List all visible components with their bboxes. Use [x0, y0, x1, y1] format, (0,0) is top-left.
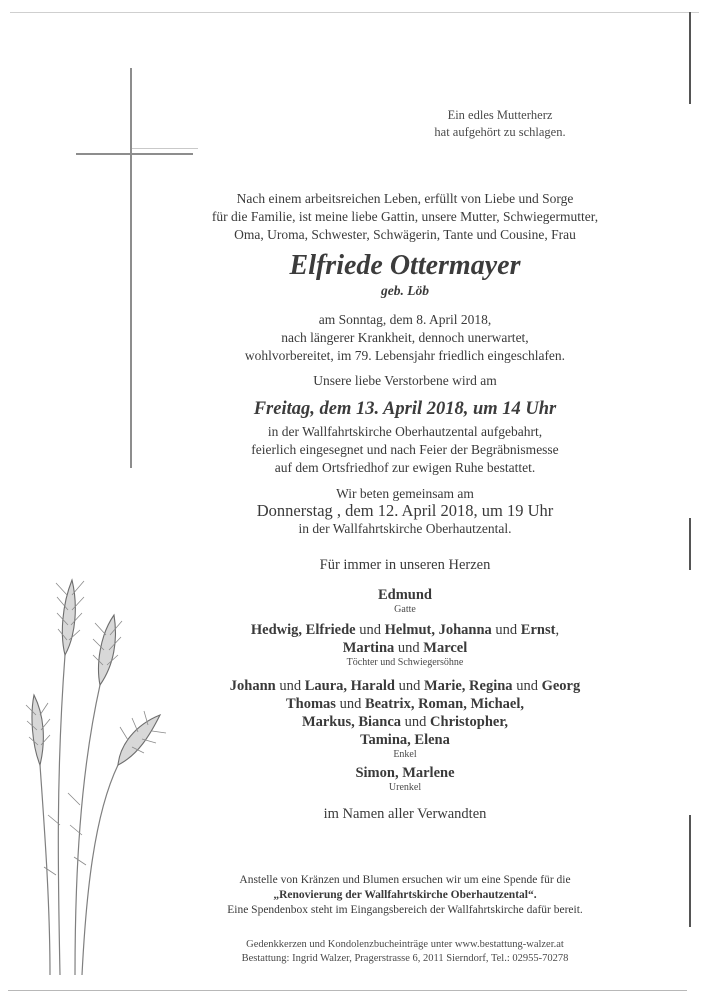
death-line: am Sonntag, dem 8. April 2018, [318, 312, 492, 327]
spouse-role: Gatte [394, 604, 416, 615]
footer-line: Gedenkkerzen und Kondolenzbucheinträge unter www.bestattung-walzer.at [246, 939, 564, 950]
heart-text: Für immer in unseren Herzen [319, 557, 491, 573]
margin-mark-bottom [689, 815, 691, 927]
burial-line: auf dem Ortsfriedhof zur ewigen Ruhe bestattet. [274, 460, 536, 475]
mourner-group-children [150, 621, 660, 669]
connector: und [404, 714, 427, 730]
prayer-date: Donnerstag , dem 12. April 2018, um 19 Uhr [256, 501, 554, 520]
mourner-group-grandchildren [150, 677, 660, 761]
mourner-group-spouse [150, 586, 660, 616]
burial-intro: Unsere liebe Verstorbene wird am [313, 373, 497, 388]
grandchild-name: Markus, Bianca [301, 714, 402, 730]
grandchild-name: Marie, Regina [423, 678, 513, 694]
intro-line: für die Familie, ist meine liebe Gattin, unsere Mutter, Schwiegermutter, [211, 209, 599, 224]
great-grandchildren-names: Simon, Marlene [355, 765, 455, 781]
burial-line: in der Wallfahrtskirche Oberhautzental aufgebahrt, [267, 424, 543, 439]
great-grandchildren-role: Urenkel [388, 782, 422, 793]
children-name: Hedwig, Elfriede [250, 622, 356, 638]
grandchild-name: Laura, Harald [304, 678, 395, 694]
deceased-name: Elfriede Ottermayer [289, 250, 521, 281]
grandchild-name: Beatrix, Roman, Michael, [364, 696, 525, 712]
grandchild-name: Thomas [285, 696, 336, 712]
intro-text [150, 190, 660, 244]
connector: und [398, 678, 421, 694]
maiden-name: geb. Löb [381, 283, 429, 298]
prayer-place: in der Wallfahrtskirche Oberhautzental. [298, 521, 512, 536]
donation-note [150, 873, 660, 918]
funeral-home-footer [150, 938, 660, 966]
burial-date: Freitag, dem 13. April 2018, um 14 Uhr [253, 399, 557, 419]
grandchild-name: Johann [229, 678, 276, 694]
spouse-name: Edmund [377, 587, 432, 603]
grandchild-name: Georg [541, 678, 581, 694]
connector: und [279, 678, 302, 694]
connector: und [359, 622, 381, 638]
donation-line: Eine Spendenbox steht im Eingangsbereich der Wallfahrtskirche dafür bereit. [227, 904, 583, 916]
connector: und [397, 640, 420, 656]
mourner-group-great-grandchildren [150, 764, 660, 794]
prayer-intro: Wir beten gemeinsam am [336, 486, 474, 501]
grandchildren-role: Enkel [393, 749, 417, 760]
margin-mark-middle [689, 518, 691, 570]
death-line: wohlvorbereitet, im 79. Lebensjahr friedlich eingeschlafen. [244, 348, 566, 363]
children-name: Ernst [520, 622, 556, 638]
intro-line: Oma, Uroma, Schwester, Schwägerin, Tante und Cousine, Frau [234, 227, 576, 242]
donation-purpose: „Renovierung der Wallfahrtskirche Oberhautzental“. [273, 889, 537, 901]
death-text [150, 311, 660, 365]
motto [395, 107, 605, 141]
connector: und [516, 678, 538, 694]
children-name: Marcel [423, 640, 468, 656]
children-name: Helmut, Johanna [384, 622, 492, 638]
death-line: nach längerer Krankheit, dennoch unerwartet, [281, 330, 529, 345]
motto-line: hat aufgehört zu schlagen. [434, 125, 566, 139]
grandchild-name: Christopher, [430, 714, 509, 730]
donation-line: Anstelle von Kränzen und Blumen ersuchen wir um eine Spende für die [239, 874, 571, 886]
closing-text: im Namen aller Verwandten [323, 806, 487, 822]
connector: , [555, 622, 560, 638]
burial-line: feierlich eingesegnet und nach Feier der Begräbnismesse [251, 442, 559, 457]
frame-top-line [10, 12, 699, 13]
footer-line: Bestattung: Ingrid Walzer, Pragerstrasse 6, 2011 Sierndorf, Tel.: 02955-70278 [241, 953, 569, 964]
cross-icon-shadow [132, 148, 198, 149]
cross-icon-horizontal [76, 153, 193, 155]
connector: und [339, 696, 362, 712]
motto-line: Ein edles Mutterherz [447, 108, 553, 122]
burial-text [150, 423, 660, 477]
margin-mark-top [689, 12, 691, 104]
connector: und [495, 622, 518, 638]
intro-line: Nach einem arbeitsreichen Leben, erfüllt von Liebe und Sorge [236, 191, 574, 206]
grandchild-name: Tamina, Elena [360, 732, 450, 748]
frame-bottom-line [8, 990, 687, 991]
cross-icon-vertical [130, 68, 132, 468]
children-role: Töchter und Schwiegersöhne [346, 657, 464, 668]
children-name: Martina [342, 640, 395, 656]
